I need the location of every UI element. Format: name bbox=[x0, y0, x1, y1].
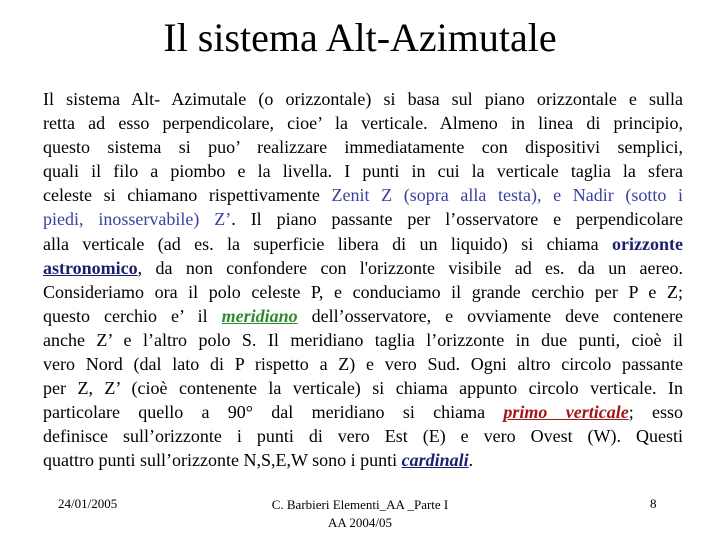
body-text-segment: quali il filo a piombo e la livella. I punti in cui la verticale taglia la sfera bbox=[43, 161, 683, 182]
body-line bbox=[43, 424, 683, 448]
body-line bbox=[43, 87, 683, 111]
footer-page-number: 8 bbox=[650, 496, 657, 511]
body-text-segment: ; esso bbox=[628, 402, 683, 423]
body-line bbox=[43, 376, 683, 400]
body-text-segment: celeste si chiamano rispettivamente bbox=[43, 185, 332, 206]
footer-center-line-1: C. Barbieri Elementi_AA _Parte I bbox=[271, 497, 449, 512]
body-text-segment: questo sistema si puo’ realizzare immediatamente con dispositivi semplici, bbox=[43, 137, 683, 158]
highlighted-term: cardinali bbox=[401, 450, 469, 471]
highlighted-term: astronomico bbox=[43, 257, 138, 278]
body-line bbox=[43, 304, 683, 328]
body-line bbox=[43, 183, 683, 207]
body-text-segment: quattro punti sull’orizzonte N,S,E,W sono i punti bbox=[43, 450, 402, 471]
body-line bbox=[43, 400, 683, 424]
body-text-segment: . Il piano passante per l’osservatore e perpendicolare bbox=[231, 209, 683, 230]
highlighted-term: Zenit Z (sopra alla testa), e Nadir (sotto i bbox=[331, 185, 683, 206]
body-line bbox=[43, 448, 683, 472]
footer-author-course bbox=[220, 496, 500, 532]
body-text-segment: questo cerchio e’ il bbox=[43, 305, 222, 326]
slide-title: Il sistema Alt-Azimutale bbox=[163, 15, 557, 60]
body-text-segment: per Z, Z’ (cioè contenente la verticale) si chiama appunto circolo verticale. In bbox=[43, 378, 683, 399]
body-text-segment: dell’osservatore, e ovviamente deve contenere bbox=[297, 305, 684, 326]
footer-date: 24/01/2005 bbox=[58, 496, 118, 511]
slide-body-text bbox=[43, 87, 683, 473]
body-text-segment: vero Nord (dal lato di P rispetto a Z) e vero Sud. Ogni altro circolo passante bbox=[43, 354, 683, 375]
body-text-segment: . bbox=[468, 450, 474, 471]
body-line bbox=[43, 232, 683, 256]
body-text-segment: anche Z’ e l’altro polo S. Il meridiano taglia l’orizzonte in due punti, cioè il bbox=[43, 329, 683, 350]
body-text-segment: alla verticale (ad es. la superficie libera di un liquido) si chiama bbox=[43, 233, 613, 254]
highlighted-term: orizzonte bbox=[612, 233, 683, 254]
body-text-segment: definisce sull’orizzonte i punti di vero Est (E) e vero Ovest (W). Questi bbox=[43, 426, 683, 447]
highlighted-term: meridiano bbox=[221, 305, 298, 326]
body-text-segment: Il sistema Alt- Azimutale (o orizzontale) si basa sul piano orizzontale e sulla bbox=[43, 89, 683, 109]
body-line bbox=[43, 207, 683, 231]
body-line bbox=[43, 135, 683, 159]
highlighted-term: piedi, inosservabile) Z’ bbox=[43, 209, 232, 230]
body-line bbox=[43, 280, 683, 304]
body-text-segment: retta ad esso perpendicolare, cioe’ la verticale. Almeno in linea di principio, bbox=[43, 113, 683, 134]
body-text-segment: , da non confondere con l'orizzonte visibile ad es. da un aereo. bbox=[137, 257, 683, 278]
body-line bbox=[43, 328, 683, 352]
highlighted-term: primo verticale bbox=[503, 402, 629, 423]
body-text-segment: Consideriamo ora il polo celeste P, e conduciamo il grande cerchio per P e Z; bbox=[43, 281, 683, 302]
body-line bbox=[43, 159, 683, 183]
footer-center-line-2: AA 2004/05 bbox=[328, 515, 392, 530]
body-line bbox=[43, 352, 683, 376]
body-line bbox=[43, 256, 683, 280]
body-text-segment: particolare quello a 90° dal meridiano si chiama bbox=[43, 402, 504, 423]
body-line bbox=[43, 111, 683, 135]
